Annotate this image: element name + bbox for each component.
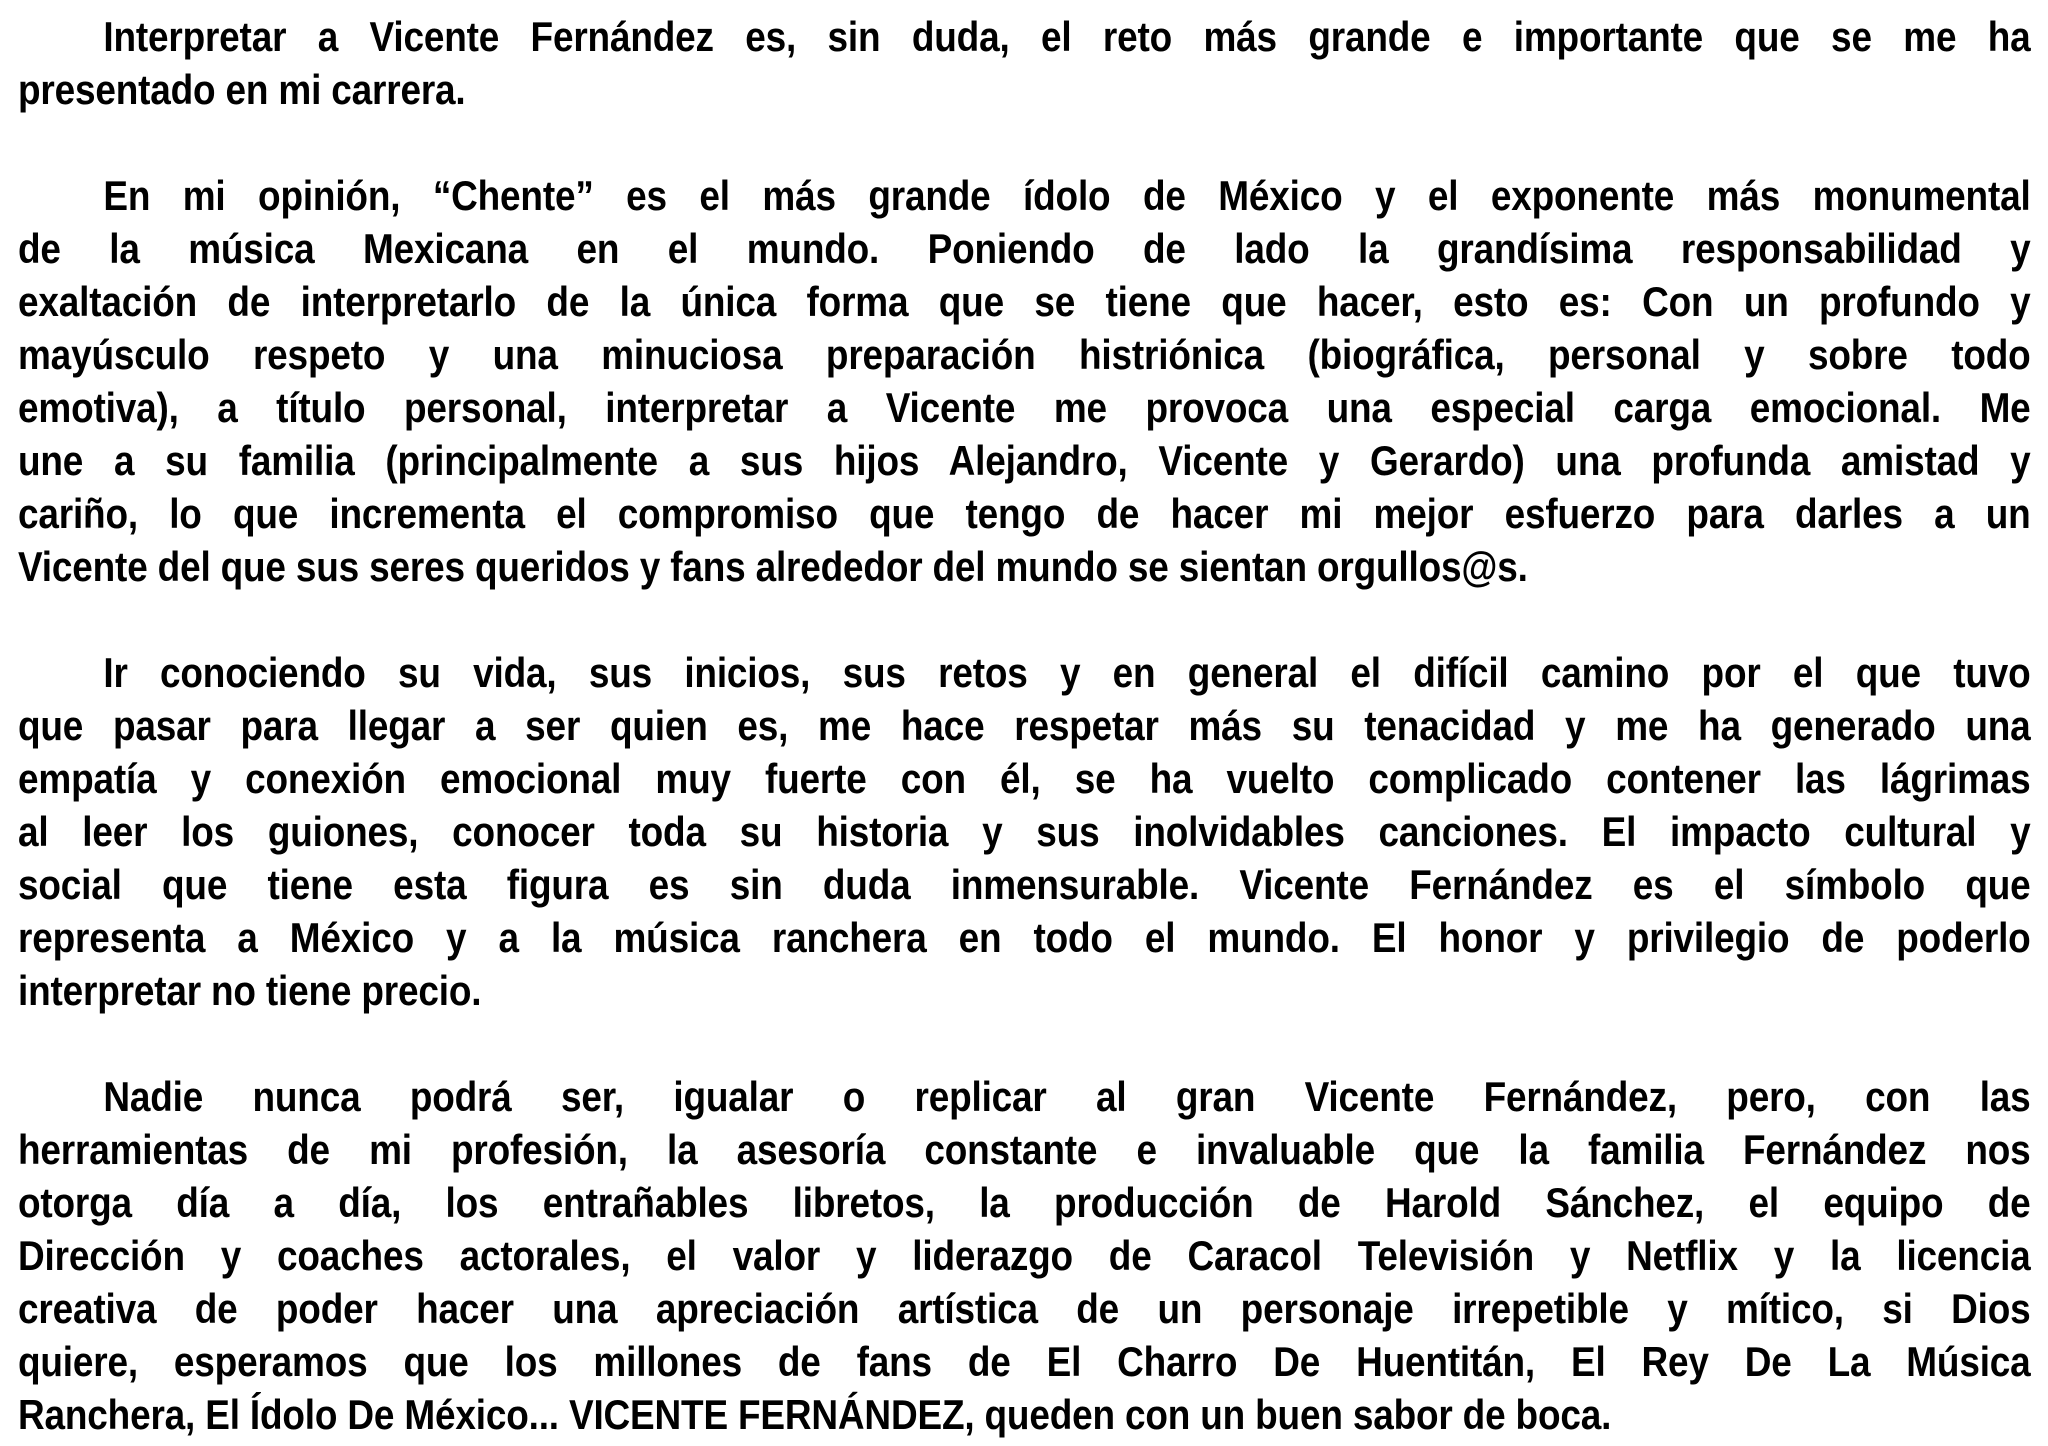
paragraph (18, 169, 2031, 593)
text-line: mayúsculo respeto y una minuciosa preparación histriónica (biográfica, personal y sobre todo (18, 331, 2031, 378)
text-line: empatía y conexión emocional muy fuerte con él, se ha vuelto complicado contener las lágrimas (18, 755, 2031, 802)
letter-text (18, 10, 2031, 1441)
text-line: creativa de poder hacer una apreciación artística de un personaje irrepetible y mítico, si Dios (18, 1285, 2031, 1332)
text-line: Dirección y coaches actorales, el valor y liderazgo de Caracol Televisión y Netflix y la licencia (18, 1232, 2031, 1279)
text-line: que pasar para llegar a ser quien es, me hace respetar más su tenacidad y me ha generado una (18, 702, 2031, 749)
text-line: En mi opinión, “Chente” es el más grande ídolo de México y el exponente más monumental (103, 172, 2031, 219)
text-line: de la música Mexicana en el mundo. Poniendo de lado la grandísima responsabilidad y (18, 225, 2031, 272)
text-line: Vicente del que sus seres queridos y fans alrededor del mundo se sientan orgullos@s. (18, 543, 1528, 590)
text-line: emotiva), a título personal, interpretar a Vicente me provoca una especial carga emocional. Me (18, 384, 2031, 431)
paragraph (18, 1070, 2031, 1441)
text-line: cariño, lo que incrementa el compromiso que tengo de hacer mi mejor esfuerzo para darles a un (18, 490, 2031, 537)
text-line: quiere, esperamos que los millones de fans de El Charro De Huentitán, El Rey De La Música (18, 1338, 2031, 1385)
text-line: exaltación de interpretarlo de la única forma que se tiene que hacer, esto es: Con un profundo y (18, 278, 2031, 325)
text-line: Ranchera, El Ídolo De México... VICENTE FERNÁNDEZ, queden con un buen sabor de boca. (18, 1391, 1612, 1438)
text-line: interpretar no tiene precio. (18, 967, 482, 1014)
text-line: herramientas de mi profesión, la asesoría constante e invaluable que la familia Fernández nos (18, 1126, 2031, 1173)
text-line: Ir conociendo su vida, sus inicios, sus retos y en general el difícil camino por el que tuvo (103, 649, 2031, 696)
text-line: Nadie nunca podrá ser, igualar o replicar al gran Vicente Fernández, pero, con las (103, 1073, 2031, 1120)
text-line: representa a México y a la música ranchera en todo el mundo. El honor y privilegio de poderlo (18, 914, 2031, 961)
text-line: social que tiene esta figura es sin duda inmensurable. Vicente Fernández es el símbolo que (18, 861, 2031, 908)
text-line: otorga día a día, los entrañables libretos, la producción de Harold Sánchez, el equipo de (18, 1179, 2031, 1226)
text-line: al leer los guiones, conocer toda su historia y sus inolvidables canciones. El impacto cultural y (18, 808, 2031, 855)
paragraph (18, 646, 2031, 1017)
text-line: presentado en mi carrera. (18, 66, 466, 113)
paragraph (18, 10, 2031, 116)
text-line: Interpretar a Vicente Fernández es, sin duda, el reto más grande e importante que se me ha (103, 13, 2031, 60)
text-line: une a su familia (principalmente a sus hijos Alejandro, Vicente y Gerardo) una profunda amistad y (18, 437, 2031, 484)
